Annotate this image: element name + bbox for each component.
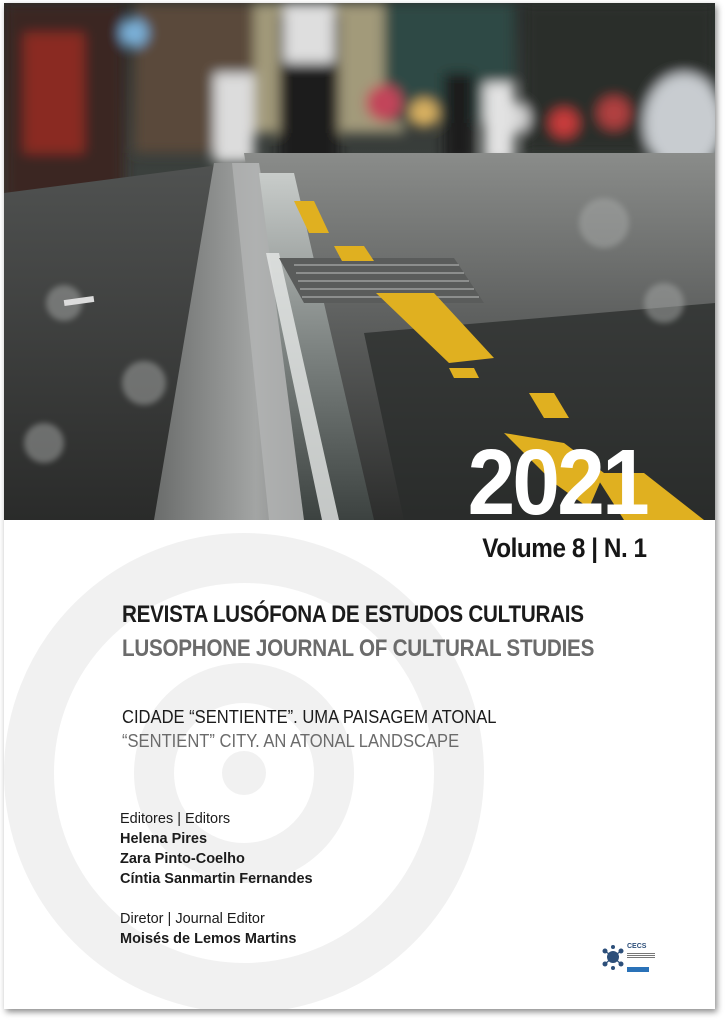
journal-title-pt: REVISTA LUSÓFONA DE ESTUDOS CULTURAIS — [122, 601, 584, 628]
cecs-logo — [601, 943, 661, 979]
volume-number: Volume 8 | N. 1 — [482, 533, 647, 563]
journal-title-en: LUSOPHONE JOURNAL OF CULTURAL STUDIES — [122, 635, 595, 662]
cecs-logo-icon — [601, 943, 625, 973]
editor-name: Helena Pires — [120, 831, 208, 847]
issue-title-pt: CIDADE “SENTIENTE”. UMA PAISAGEM ATONAL — [122, 707, 497, 727]
cecs-subtitle-lines — [627, 952, 655, 959]
editors-heading: Editores | Editors — [120, 811, 231, 827]
cecs-acronym: CECS — [627, 943, 647, 950]
cecs-tag — [627, 967, 649, 972]
cover-year: 2021 — [467, 430, 647, 534]
director-heading: Diretor | Journal Editor — [120, 911, 265, 927]
editor-name: Zara Pinto-Coelho — [120, 851, 245, 867]
director-name: Moisés de Lemos Martins — [120, 931, 297, 947]
editor-name: Cíntia Sanmartin Fernandes — [120, 871, 313, 887]
journal-cover — [4, 3, 715, 1009]
director-block — [120, 909, 296, 949]
issue-title-en: “SENTIENT” CITY. AN ATONAL LANDSCAPE — [122, 731, 460, 751]
editors-block — [120, 809, 313, 889]
